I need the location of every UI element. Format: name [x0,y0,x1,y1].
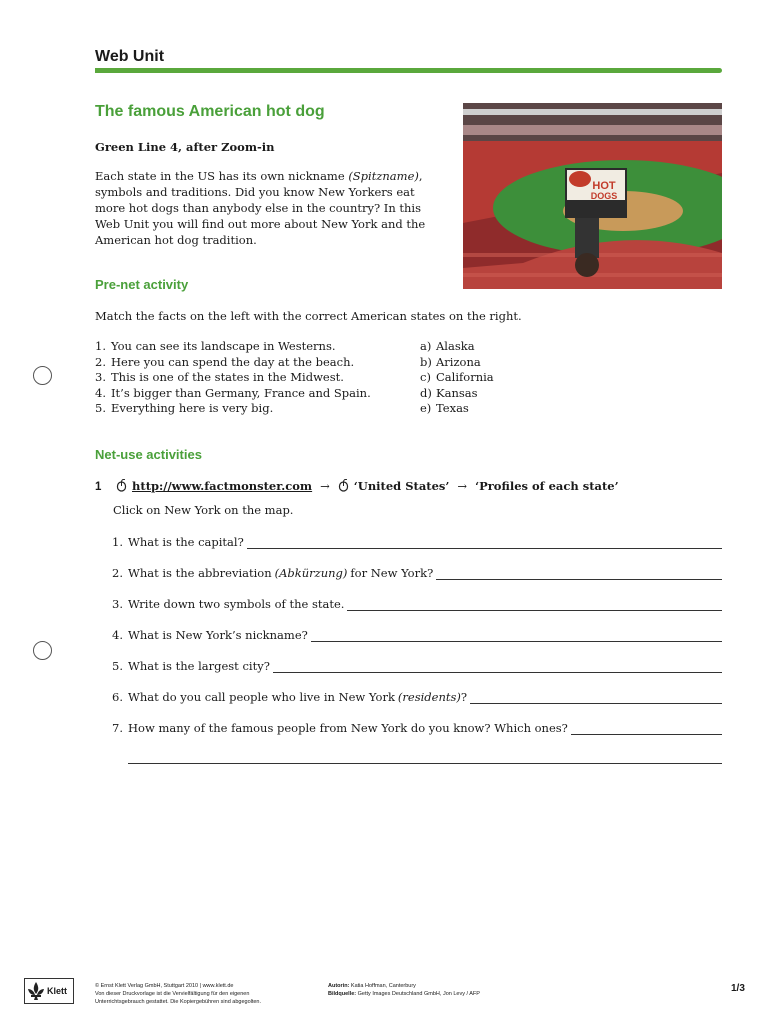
question-number: 7. [112,721,123,735]
footer-line: Von dieser Druckvorlage ist die Vervielfältigung für den eigenen [95,991,250,997]
question-text: What is the largest city? [128,659,270,673]
question-text: What is the abbreviation [128,566,272,580]
list-item [420,386,494,402]
click-instruction: Click on New York on the map. [113,503,294,517]
state-name: Kansas [436,385,478,400]
footer-credits [328,982,588,998]
answer-line[interactable] [273,661,722,673]
fact-text: It’s bigger than Germany, France and Spain. [111,385,371,400]
arrow-right-icon: → [457,479,468,493]
page-title: The famous American hot dog [95,103,325,120]
arrow-right-icon: → [320,479,330,493]
answer-line[interactable] [247,537,722,549]
photo-sign-dogs: DOGS [590,191,618,201]
fact-text: This is one of the states in the Midwest. [111,370,344,384]
answer-line[interactable] [128,763,722,764]
question-row [112,535,722,549]
question-row [112,566,722,580]
answer-line[interactable] [470,692,722,704]
task-1-row [95,479,619,493]
footer-credit-label: Bildquelle: [328,991,357,997]
footer-line: © Ernst Klett Verlag GmbH, Stuttgart 2010 | www.klett.de [95,983,234,989]
brand-name: Klett [47,986,67,996]
state-letter: c) [420,370,431,384]
footer-author-label: Autorin: [328,983,350,989]
prenet-instruction: Match the facts on the left with the correct American states on the right. [95,309,522,323]
question-text-rest: ? [460,690,468,704]
subtitle: Green Line 4, after Zoom-in [95,140,275,154]
question-italic: (Abkürzung) [274,566,348,580]
question-text: Write down two symbols of the state. [128,597,345,611]
stadium-illustration [463,103,722,289]
intro-text: Each state in the US has its own nickname [95,169,349,183]
question-row [112,628,722,642]
fact-text: Everything here is very big. [111,401,274,415]
facts-list [95,339,371,417]
footer-author [328,982,588,990]
intro-paragraph [95,168,430,248]
intro-text-rest: , symbols and traditions. Did you know New Yorkers eat more hot dogs than anybody else in the country? In this Web Unit you will find out more about New York and the American hot dog tradition. [95,169,426,247]
header-title: Web Unit [95,48,165,65]
fact-number: 4. [95,385,106,400]
list-item [95,339,371,355]
photo-sign-hot: HOT [592,180,616,192]
answer-line[interactable] [311,630,722,642]
footer-copyright [95,982,315,1006]
fact-number: 1. [95,339,106,353]
state-letter: e) [420,401,432,415]
fact-number: 3. [95,370,106,384]
question-text-rest: for New York? [350,566,434,580]
list-item [95,370,371,386]
binder-hole-icon [33,366,52,385]
step-united-states: ‘United States’ [353,479,450,493]
question-row [112,659,722,673]
state-letter: a) [420,339,432,353]
state-name: Texas [436,401,469,415]
state-name: Arizona [436,354,481,369]
question-row [112,690,722,704]
prenet-heading: Pre-net activity [95,277,189,292]
list-item [420,401,494,417]
question-italic: (residents) [397,690,461,704]
footer-credit-value: Getty Images Deutschland GmbH, Jon Levy / AFP [356,991,480,997]
fact-text: You can see its landscape in Westerns. [111,339,336,353]
question-text: What is the capital? [128,535,244,549]
question-number: 4. [112,628,123,642]
netuse-heading: Net-use activities [95,447,202,462]
mouse-icon [116,479,127,492]
binder-hole-icon [33,641,52,660]
question-number: 5. [112,659,123,673]
question-text: How many of the famous people from New York do you know? Which ones? [128,721,568,735]
question-number: 6. [112,690,123,704]
question-number: 2. [112,566,123,580]
intro-italic: (Spitzname) [348,169,419,183]
fact-number: 2. [95,354,106,369]
list-item [420,370,494,386]
question-number: 3. [112,597,123,611]
question-text: What do you call people who live in New York [128,690,395,704]
question-row [112,721,722,735]
header-rule [95,68,722,73]
lily-icon [27,981,45,1001]
footer-credit [328,990,588,998]
klett-logo [24,978,74,1004]
state-name: California [436,370,494,384]
list-item [420,339,494,355]
fact-text: Here you can spend the day at the beach. [111,354,355,369]
list-item [95,386,371,402]
state-letter: b) [420,354,432,369]
factmonster-link[interactable]: http://www.factmonster.com [132,479,313,493]
state-letter: d) [420,385,432,400]
answer-line[interactable] [347,599,722,611]
page-number: 1/3 [731,983,745,994]
answer-line[interactable] [436,568,722,580]
step-profiles: ‘Profiles of each state’ [475,479,619,493]
states-list [420,339,494,417]
footer-author-value: Katia Hoffman, Canterbury [349,983,416,989]
question-row [112,597,722,611]
list-item [95,401,371,417]
question-text: What is New York’s nickname? [128,628,308,642]
answer-line[interactable] [571,723,722,735]
stadium-photo [463,103,722,289]
fact-number: 5. [95,401,106,415]
task-number: 1 [95,481,102,493]
list-item [95,355,371,371]
state-name: Alaska [436,339,475,353]
list-item [420,355,494,371]
question-number: 1. [112,535,123,549]
mouse-icon [338,479,349,492]
footer-line: Unterrichtsgebrauch gestattet. Die Kopiergebühren sind abgegolten. [95,999,262,1005]
